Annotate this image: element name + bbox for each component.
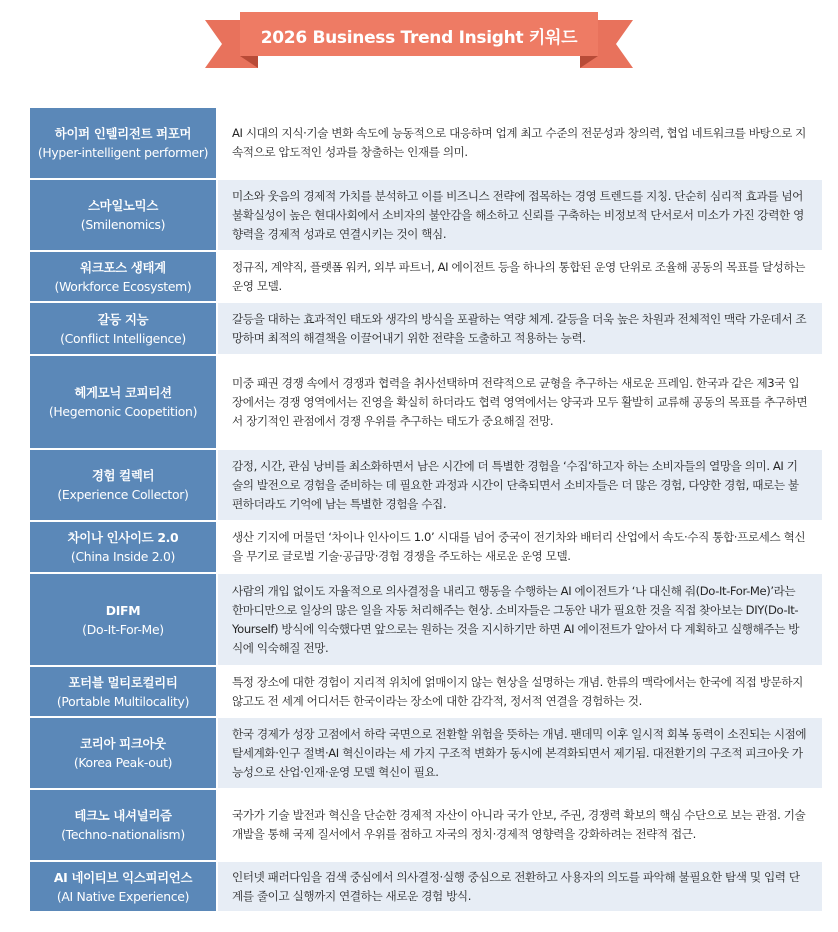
keyword-korean: 경험 컬렉터 — [91, 468, 155, 483]
table-row — [30, 790, 822, 862]
keyword-english: (China Inside 2.0) — [70, 549, 176, 564]
keyword-cell — [30, 356, 216, 448]
keyword-description: 정규직, 계약직, 플랫폼 워커, 외부 파트너, AI 에이전트 등을 하나의 통합된 운영 단위로 조율해 공동의 목표를 달성하는 운영 모델. — [218, 252, 822, 301]
keyword-korean: 포터블 멀티로컬리티 — [68, 674, 178, 690]
trend-keyword-table — [30, 108, 822, 913]
table-row — [30, 356, 822, 450]
keyword-korean: DIFM — [105, 602, 141, 618]
keyword-description: 인터넷 패러다임을 검색 중심에서 의사결정·실행 중심으로 전환하고 사용자의 의도를 파악해 불필요한 탐색 및 입력 단계를 줄이고 실행까지 연결하는 새로운 경험 방식. — [218, 862, 822, 911]
keyword-english: (Do-It-For-Me) — [82, 621, 164, 637]
keyword-description: 미소와 웃음의 경제적 가치를 분석하고 이를 비즈니스 전략에 접목하는 경영 트렌드를 지칭. 단순히 심리적 효과를 넘어 불확실성이 높은 현대사회에서 소비자의 불안감을 해소하고 신뢰를 구축하는 비정보적 단서로서 미소가 가진 강력한 영향력을 경제적 성과로 연결시키는 것이 핵심. — [218, 180, 822, 250]
keyword-korean: AI 네이티브 익스피리언스 — [53, 869, 193, 885]
keyword-description: 갈등을 대하는 효과적인 태도와 생각의 방식을 포괄하는 역량 체계. 갈등을 더욱 높은 차원과 전체적인 맥락 가운데서 조망하며 최적의 해결책을 이끌어내기 위한 전략을 도출하고 적용하는 능력. — [218, 303, 822, 354]
keyword-description: AI 시대의 지식·기술 변화 속도에 능동적으로 대응하며 업계 최고 수준의 전문성과 창의력, 협업 네트워크를 바탕으로 지속적으로 압도적인 성과를 창출하는 인재를 의미. — [218, 108, 822, 178]
table-row — [30, 667, 822, 718]
keyword-cell — [30, 790, 216, 860]
table-row — [30, 574, 822, 667]
keyword-korean: 갈등 지능 — [97, 311, 149, 327]
page-title: 2026 Business Trend Insight 키워드 — [260, 27, 578, 48]
keyword-korean: 차이나 인사이드 2.0 — [67, 530, 179, 545]
keyword-cell — [30, 574, 216, 665]
keyword-english: (Techno-nationalism) — [61, 827, 185, 842]
keyword-korean: 헤게모닉 코피티션 — [74, 385, 172, 400]
keyword-english: (Hyper-intelligent performer) — [37, 145, 209, 160]
keyword-description: 생산 기지에 머물던 ‘차이나 인사이드 1.0’ 시대를 넘어 중국이 전기차와 배터리 산업에서 속도·수직 통합·프로세스 혁신을 무기로 글로벌 기술·공급망·경험 경쟁을 주도하는 새로운 운영 모델. — [218, 522, 822, 572]
keyword-korean: 테크노 내셔널리즘 — [74, 808, 172, 823]
keyword-english: (Hegemonic Coopetition) — [48, 404, 198, 419]
table-row — [30, 303, 822, 356]
table-row — [30, 180, 822, 252]
keyword-english: (Conflict Intelligence) — [60, 330, 186, 346]
keyword-english: (Workforce Ecosystem) — [54, 278, 192, 294]
title-banner — [0, 0, 838, 80]
table-row — [30, 108, 822, 180]
keyword-description: 한국 경제가 성장 고점에서 하락 국면으로 전환할 위험을 뜻하는 개념. 팬데믹 이후 일시적 회복 동력이 소진되는 시점에 탈세계화·인구 절벽·AI 혁신이라는 세 가지 구조적 변화가 동시에 본격화되면서 제기됨. 대전환기의 구조적 피크아웃 가능성으로 산업·인재·운영 모델 혁신이 필요. — [218, 718, 822, 788]
keyword-description: 미중 패권 경쟁 속에서 경쟁과 협력을 취사선택하며 전략적으로 균형을 추구하는 새로운 프레임. 한국과 같은 제3국 입장에서는 경쟁 영역에서는 진영을 확실히 하더라도 협력 영역에서는 양국과 모두 활발히 교류해 공동의 목표를 추구하면서 장기적인 관점에서 경쟁 우위를 추구하는 태도가 중요해질 전망. — [218, 356, 822, 448]
keyword-english: (AI Native Experience) — [56, 888, 190, 904]
table-row — [30, 522, 822, 574]
keyword-description: 특정 장소에 대한 경험이 지리적 위치에 얽매이지 않는 현상을 설명하는 개념. 한류의 맥락에서는 한국에 직접 방문하지 않고도 전 세계 어디서든 한국이라는 장소에 대한 감각적, 정서적 연결을 경험하는 것. — [218, 667, 822, 716]
keyword-description: 사람의 개입 없이도 자율적으로 의사결정을 내리고 행동을 수행하는 AI 에이전트가 ‘나 대신해 줘(Do-It-For-Me)’라는 한마디만으로 일상의 많은 일을 자동 처리해주는 현상. 소비자들은 그동안 내가 필요한 것을 직접 찾아보는 DIY(Do-It-Yourself) 방식에 익숙했다면 앞으로는 원하는 것을 지시하기만 하면 AI 에이전트가 알아서 다 계획하고 실행해주는 방식에 익숙해질 전망. — [218, 574, 822, 665]
keyword-cell — [30, 303, 216, 354]
table-row — [30, 718, 822, 790]
table-row — [30, 862, 822, 913]
keyword-description: 감정, 시간, 관심 낭비를 최소화하면서 남은 시간에 더 특별한 경험을 ‘수집’하고자 하는 소비자들의 열망을 의미. AI 기술의 발전으로 경험을 준비하는 데 필요한 과정과 시간이 단축되면서 소비자들은 더 많은 경험, 다양한 경험, 때로는 불편하더라도 기억에 남는 특별한 경험을 수집. — [218, 450, 822, 520]
keyword-cell — [30, 450, 216, 520]
table-row — [30, 252, 822, 303]
table-row — [30, 450, 822, 522]
keyword-korean: 스마일노믹스 — [87, 198, 159, 213]
keyword-cell — [30, 522, 216, 572]
keyword-english: (Smilenomics) — [80, 217, 166, 232]
keyword-description: 국가가 기술 발전과 혁신을 단순한 경제적 자산이 아니라 국가 안보, 주권, 경쟁력 확보의 핵심 수단으로 보는 관점. 기술 개발을 통해 국제 질서에서 우위를 점하고 자국의 정치·경제적 영향력을 강화하려는 전략적 접근. — [218, 790, 822, 860]
keyword-cell — [30, 718, 216, 788]
keyword-english: (Portable Multilocality) — [56, 693, 190, 709]
keyword-cell — [30, 667, 216, 716]
keyword-korean: 워크포스 생태계 — [80, 259, 166, 275]
keyword-english: (Experience Collector) — [57, 487, 189, 502]
keyword-korean: 코리아 피크아웃 — [80, 736, 166, 751]
keyword-cell — [30, 862, 216, 911]
keyword-cell — [30, 252, 216, 301]
keyword-korean: 하이퍼 인텔리전트 퍼포머 — [54, 126, 192, 141]
keyword-cell — [30, 108, 216, 178]
keyword-english: (Korea Peak-out) — [73, 755, 173, 770]
keyword-cell — [30, 180, 216, 250]
